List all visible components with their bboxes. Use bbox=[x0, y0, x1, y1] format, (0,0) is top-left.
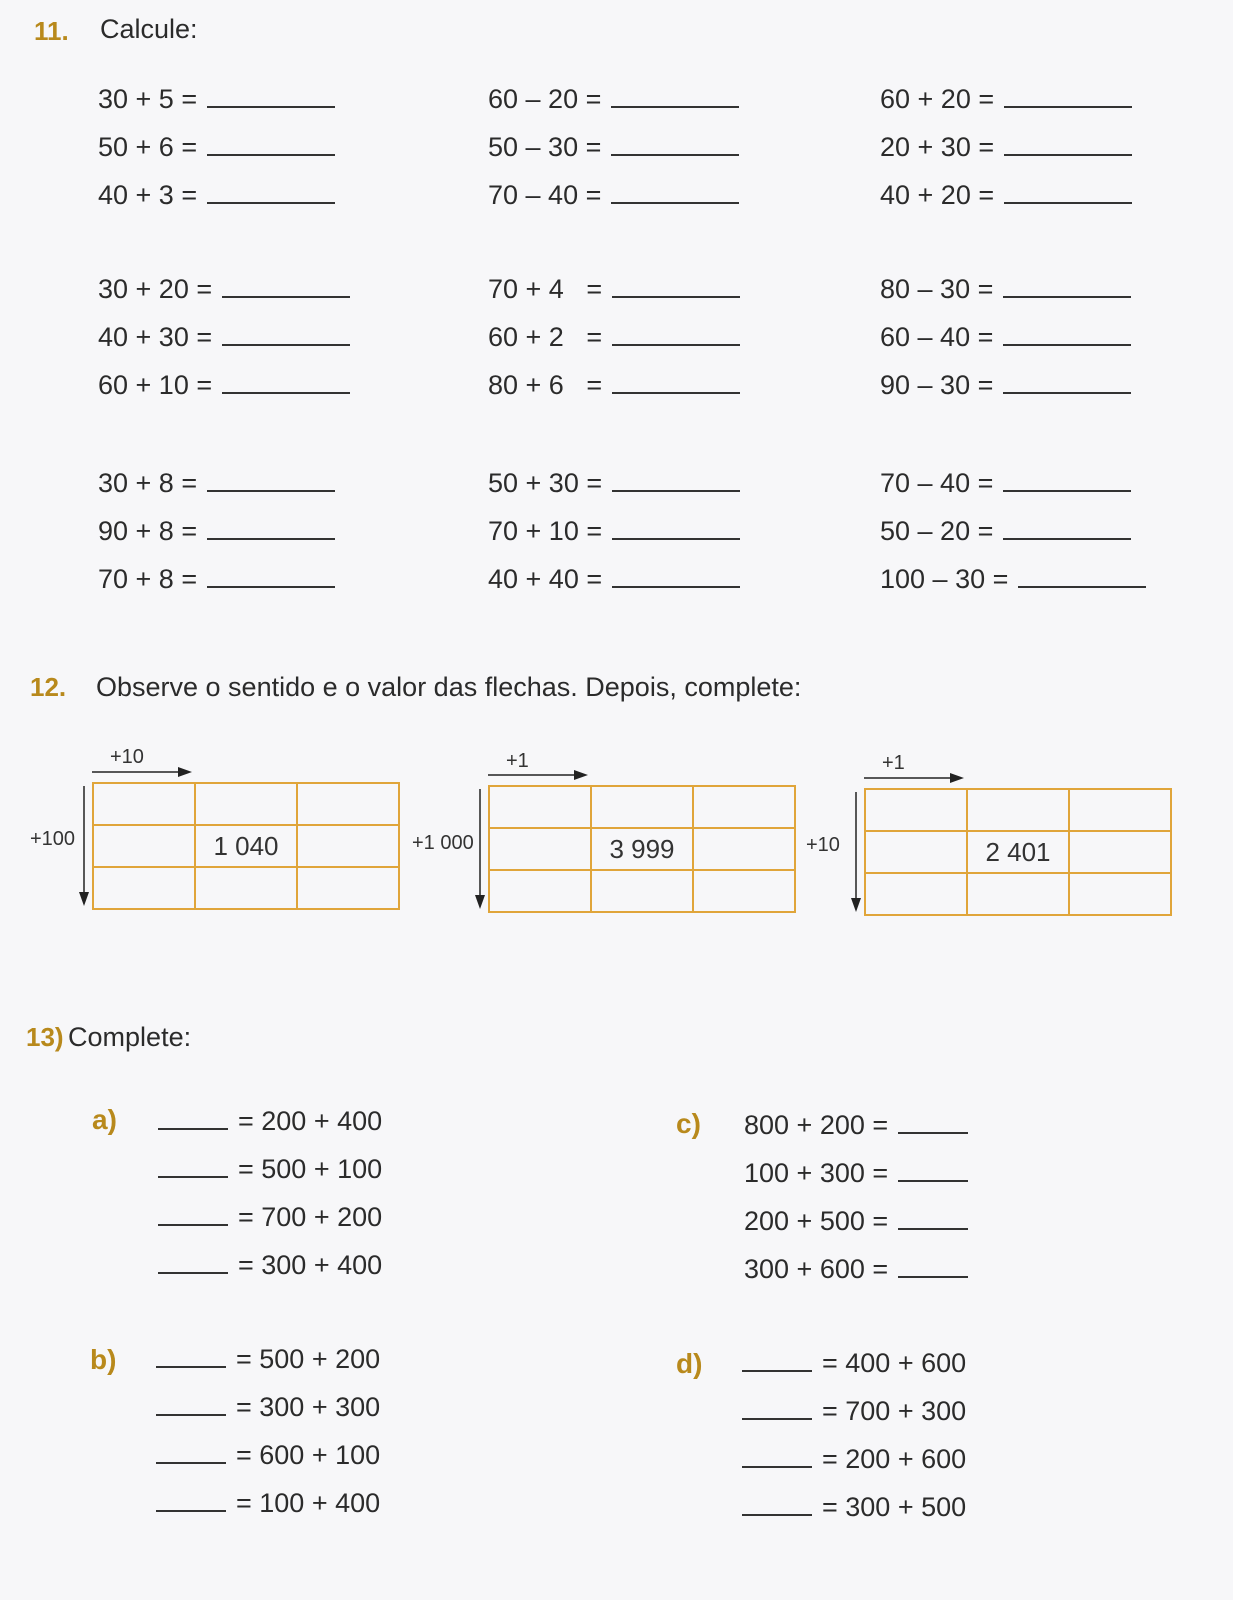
q13-item bbox=[742, 1396, 966, 1427]
q11-answer-blank[interactable] bbox=[612, 296, 740, 298]
q11-item bbox=[488, 322, 740, 353]
grid-answer-cell[interactable] bbox=[489, 828, 591, 870]
q11-answer-blank[interactable] bbox=[222, 296, 350, 298]
grid-answer-cell[interactable] bbox=[865, 789, 967, 831]
q13-item bbox=[156, 1488, 380, 1519]
q11-answer-blank[interactable] bbox=[1003, 538, 1131, 540]
q11-item bbox=[98, 468, 335, 499]
grid-answer-cell[interactable] bbox=[1069, 873, 1171, 915]
q11-item bbox=[98, 322, 350, 353]
grid-given-value: 3 999 bbox=[591, 828, 693, 870]
q11-answer-blank[interactable] bbox=[612, 586, 740, 588]
q11-answer-blank[interactable] bbox=[222, 344, 350, 346]
right-arrow-icon bbox=[488, 769, 588, 781]
q13-answer-blank[interactable] bbox=[156, 1414, 226, 1416]
q11-item bbox=[880, 180, 1132, 211]
grid-given-value: 2 401 bbox=[967, 831, 1069, 873]
down-arrow-icon bbox=[474, 789, 486, 913]
grid-answer-cell[interactable] bbox=[967, 789, 1069, 831]
q11-item bbox=[98, 516, 335, 547]
q11-answer-blank[interactable] bbox=[1003, 296, 1131, 298]
q11-item bbox=[98, 84, 335, 115]
q13-expression: 800 + 200 = bbox=[744, 1110, 889, 1140]
q13-item bbox=[742, 1348, 966, 1379]
q11-expression: 50 – 20 = bbox=[880, 516, 994, 546]
q11-item bbox=[488, 84, 739, 115]
q13-item bbox=[744, 1158, 968, 1189]
q11-expression: 30 + 5 = bbox=[98, 84, 198, 114]
number-grid bbox=[92, 782, 400, 910]
q13-answer-blank[interactable] bbox=[156, 1510, 226, 1512]
q11-expression: 90 + 8 = bbox=[98, 516, 198, 546]
grid-answer-cell[interactable] bbox=[297, 783, 399, 825]
q11-expression: 50 + 6 = bbox=[98, 132, 198, 162]
q11-item bbox=[98, 132, 335, 163]
q11-expression: 40 + 40 = bbox=[488, 564, 603, 594]
q11-expression: 70 – 40 = bbox=[880, 468, 994, 498]
q13-expression: = 500 + 100 bbox=[238, 1154, 383, 1184]
right-arrow-label: +10 bbox=[110, 746, 144, 768]
grid-answer-cell[interactable] bbox=[865, 831, 967, 873]
q11-answer-blank[interactable] bbox=[207, 202, 335, 204]
q11-answer-blank[interactable] bbox=[611, 154, 739, 156]
grid-given-value: 1 040 bbox=[195, 825, 297, 867]
grid-answer-cell[interactable] bbox=[693, 786, 795, 828]
q11-number: 11. bbox=[34, 16, 69, 46]
right-arrow-label: +1 bbox=[882, 752, 905, 774]
q11-expression: 70 – 40 = bbox=[488, 180, 602, 210]
number-grid bbox=[864, 788, 1172, 916]
q13-answer-blank[interactable] bbox=[742, 1514, 812, 1516]
q13-expression: = 100 + 400 bbox=[236, 1488, 381, 1518]
q11-answer-blank[interactable] bbox=[1004, 106, 1132, 108]
q11-expression: 60 + 20 = bbox=[880, 84, 995, 114]
q13-title: Complete: bbox=[68, 1022, 192, 1052]
q13-item bbox=[742, 1444, 966, 1475]
number-grid bbox=[488, 785, 796, 913]
q13-part-letter: b) bbox=[90, 1344, 117, 1375]
q13-item bbox=[158, 1202, 382, 1233]
q11-item bbox=[880, 564, 1146, 595]
q13-answer-blank[interactable] bbox=[898, 1276, 968, 1278]
q11-item bbox=[98, 370, 350, 401]
q11-item bbox=[488, 180, 739, 211]
q11-answer-blank[interactable] bbox=[207, 154, 335, 156]
q11-answer-blank[interactable] bbox=[1003, 392, 1131, 394]
q11-answer-blank[interactable] bbox=[612, 392, 740, 394]
q13-item bbox=[156, 1440, 380, 1471]
q13-item bbox=[156, 1344, 380, 1375]
right-arrow-icon bbox=[92, 766, 192, 778]
q11-answer-blank[interactable] bbox=[612, 344, 740, 346]
q11-expression: 70 + 4 = bbox=[488, 274, 603, 304]
q11-expression: 30 + 20 = bbox=[98, 274, 213, 304]
q11-item bbox=[98, 274, 350, 305]
q12-title: Observe o sentido e o valor das flechas. Depois, complete: bbox=[96, 672, 802, 702]
grid-answer-cell[interactable] bbox=[93, 783, 195, 825]
grid-answer-cell[interactable] bbox=[297, 867, 399, 909]
q11-item bbox=[880, 516, 1131, 547]
q11-answer-blank[interactable] bbox=[1004, 202, 1132, 204]
q11-expression: 30 + 8 = bbox=[98, 468, 198, 498]
q11-answer-blank[interactable] bbox=[207, 106, 335, 108]
down-arrow-label: +100 bbox=[30, 828, 76, 850]
q11-answer-blank[interactable] bbox=[207, 538, 335, 540]
q11-answer-blank[interactable] bbox=[207, 586, 335, 588]
q11-expression: 60 + 2 = bbox=[488, 322, 603, 352]
q11-item bbox=[880, 274, 1131, 305]
grid-answer-cell[interactable] bbox=[591, 786, 693, 828]
q11-answer-blank[interactable] bbox=[1003, 344, 1131, 346]
q13-expression: = 300 + 500 bbox=[822, 1492, 967, 1522]
q11-answer-blank[interactable] bbox=[611, 106, 739, 108]
grid-answer-cell[interactable] bbox=[297, 825, 399, 867]
q11-answer-blank[interactable] bbox=[1003, 490, 1131, 492]
q13-answer-blank[interactable] bbox=[898, 1228, 968, 1230]
q11-expression: 50 + 30 = bbox=[488, 468, 603, 498]
q11-item bbox=[488, 132, 739, 163]
grid-answer-cell[interactable] bbox=[489, 870, 591, 912]
q13-item bbox=[744, 1110, 968, 1141]
q11-answer-blank[interactable] bbox=[612, 538, 740, 540]
down-arrow-icon bbox=[850, 792, 862, 916]
q11-item bbox=[880, 468, 1131, 499]
q13-item bbox=[158, 1106, 382, 1137]
q13-item bbox=[742, 1492, 966, 1523]
q11-expression: 80 – 30 = bbox=[880, 274, 994, 304]
q13-item bbox=[156, 1392, 380, 1423]
q11-expression: 90 – 30 = bbox=[880, 370, 994, 400]
q11-expression: 40 + 30 = bbox=[98, 322, 213, 352]
q11-item bbox=[98, 564, 335, 595]
q13-number: 13) bbox=[26, 1022, 64, 1052]
grid-answer-cell[interactable] bbox=[865, 873, 967, 915]
grid-answer-cell[interactable] bbox=[195, 783, 297, 825]
q13-expression: 300 + 600 = bbox=[744, 1254, 889, 1284]
q13-expression: = 500 + 200 bbox=[236, 1344, 381, 1374]
q11-answer-blank[interactable] bbox=[1004, 154, 1132, 156]
grid-answer-cell[interactable] bbox=[693, 828, 795, 870]
q11-answer-blank[interactable] bbox=[1018, 586, 1146, 588]
q13-expression: = 200 + 600 bbox=[822, 1444, 967, 1474]
q11-title: Calcule: bbox=[100, 14, 198, 44]
q13-answer-blank[interactable] bbox=[898, 1180, 968, 1182]
q11-item bbox=[880, 84, 1132, 115]
q12-number: 12. bbox=[30, 672, 67, 702]
q13-answer-blank[interactable] bbox=[898, 1132, 968, 1134]
q11-expression: 70 + 10 = bbox=[488, 516, 603, 546]
q13-answer-blank[interactable] bbox=[156, 1462, 226, 1464]
q11-expression: 20 + 30 = bbox=[880, 132, 995, 162]
q13-expression: = 700 + 200 bbox=[238, 1202, 383, 1232]
right-arrow-label: +1 bbox=[506, 750, 529, 772]
q11-item bbox=[488, 274, 740, 305]
q11-expression: 80 + 6 = bbox=[488, 370, 603, 400]
q13-expression: = 300 + 300 bbox=[236, 1392, 381, 1422]
grid-answer-cell[interactable] bbox=[1069, 831, 1171, 873]
down-arrow-label: +1 000 bbox=[412, 832, 474, 854]
q13-expression: 100 + 300 = bbox=[744, 1158, 889, 1188]
down-arrow-label: +10 bbox=[806, 834, 840, 856]
right-arrow-icon bbox=[864, 772, 964, 784]
q11-item bbox=[880, 370, 1131, 401]
q13-expression: = 400 + 600 bbox=[822, 1348, 967, 1378]
q13-item bbox=[744, 1254, 968, 1285]
q13-answer-blank[interactable] bbox=[742, 1370, 812, 1372]
q11-expression: 40 + 20 = bbox=[880, 180, 995, 210]
grid-answer-cell[interactable] bbox=[489, 786, 591, 828]
grid-answer-cell[interactable] bbox=[93, 825, 195, 867]
q11-item bbox=[880, 322, 1131, 353]
q13-item bbox=[744, 1206, 968, 1237]
q11-item bbox=[880, 132, 1132, 163]
grid-answer-cell[interactable] bbox=[1069, 789, 1171, 831]
q13-item bbox=[158, 1250, 382, 1281]
q13-item bbox=[158, 1154, 382, 1185]
q11-expression: 50 – 30 = bbox=[488, 132, 602, 162]
q13-expression: = 200 + 400 bbox=[238, 1106, 383, 1136]
grid-answer-cell[interactable] bbox=[693, 870, 795, 912]
q11-item bbox=[488, 516, 740, 547]
down-arrow-icon bbox=[78, 786, 90, 910]
q13-answer-blank[interactable] bbox=[158, 1224, 228, 1226]
q13-answer-blank[interactable] bbox=[158, 1272, 228, 1274]
q13-answer-blank[interactable] bbox=[742, 1466, 812, 1468]
q11-expression: 60 – 20 = bbox=[488, 84, 602, 114]
q13-expression: 200 + 500 = bbox=[744, 1206, 889, 1236]
q13-part-letter: c) bbox=[676, 1108, 701, 1139]
q11-item bbox=[488, 468, 740, 499]
q13-answer-blank[interactable] bbox=[156, 1366, 226, 1368]
grid-answer-cell[interactable] bbox=[195, 867, 297, 909]
grid-answer-cell[interactable] bbox=[93, 867, 195, 909]
q11-item bbox=[488, 370, 740, 401]
q11-answer-blank[interactable] bbox=[612, 490, 740, 492]
q13-expression: = 300 + 400 bbox=[238, 1250, 383, 1280]
q13-part-letter: a) bbox=[92, 1104, 117, 1135]
q13-header bbox=[26, 1022, 191, 1053]
q11-expression: 70 + 8 = bbox=[98, 564, 198, 594]
q11-answer-blank[interactable] bbox=[611, 202, 739, 204]
grid-answer-cell[interactable] bbox=[967, 873, 1069, 915]
q13-part-letter: d) bbox=[676, 1348, 703, 1379]
q13-expression: = 600 + 100 bbox=[236, 1440, 381, 1470]
q13-expression: = 700 + 300 bbox=[822, 1396, 967, 1426]
q13-answer-blank[interactable] bbox=[158, 1128, 228, 1130]
grid-answer-cell[interactable] bbox=[591, 870, 693, 912]
q11-answer-blank[interactable] bbox=[207, 490, 335, 492]
q13-answer-blank[interactable] bbox=[158, 1176, 228, 1178]
q11-expression: 40 + 3 = bbox=[98, 180, 198, 210]
q11-expression: 60 + 10 = bbox=[98, 370, 213, 400]
q11-answer-blank[interactable] bbox=[222, 392, 350, 394]
q11-expression: 60 – 40 = bbox=[880, 322, 994, 352]
q11-expression: 100 – 30 = bbox=[880, 564, 1009, 594]
q11-item bbox=[98, 180, 335, 211]
q13-answer-blank[interactable] bbox=[742, 1418, 812, 1420]
q11-item bbox=[488, 564, 740, 595]
